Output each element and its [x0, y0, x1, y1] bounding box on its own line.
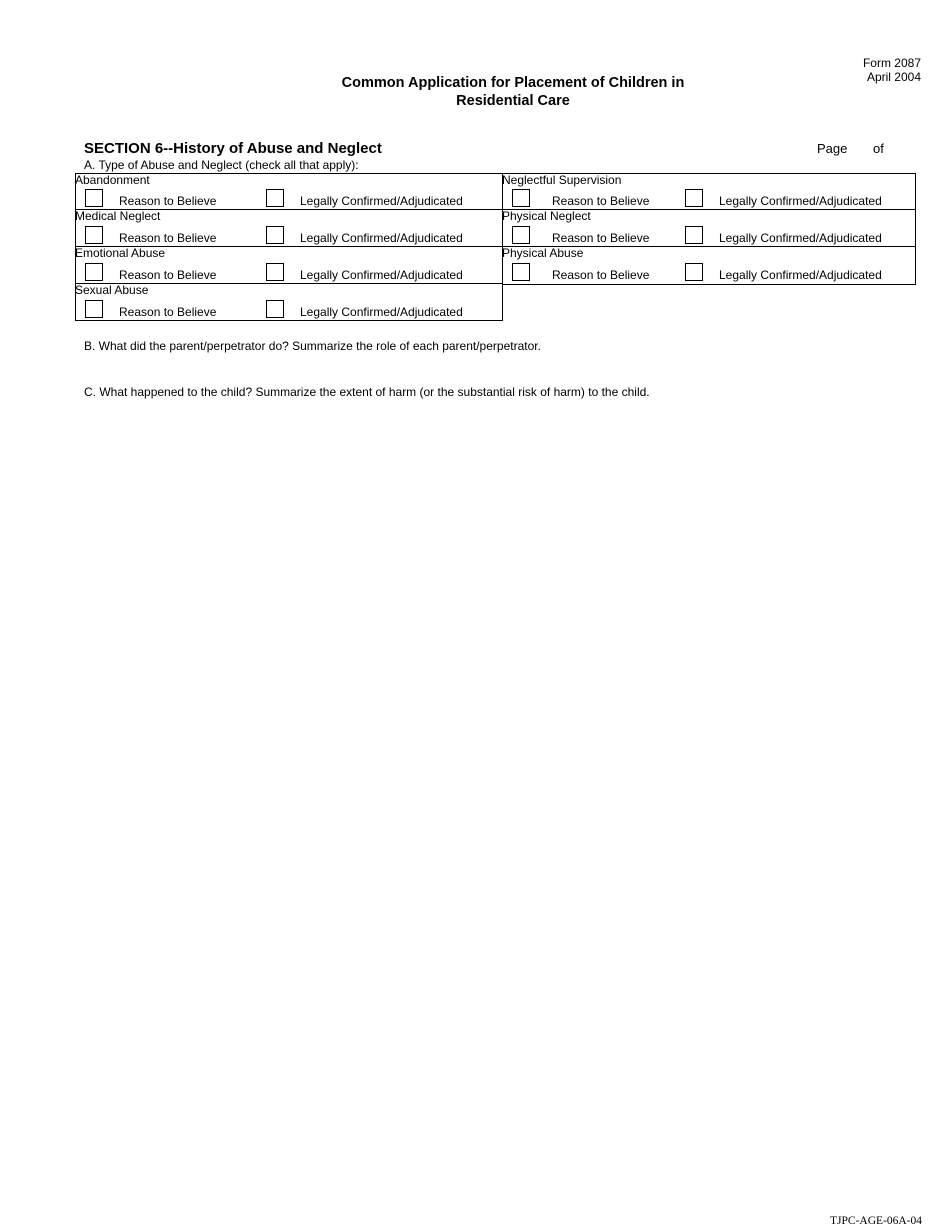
reason-to-believe-checkbox[interactable] — [85, 263, 103, 281]
abuse-type-neglectful-supervision — [502, 173, 916, 209]
legally-confirmed-checkbox[interactable] — [266, 300, 284, 318]
abuse-type-sexual-abuse — [75, 283, 503, 321]
reason-to-believe-label: Reason to Believe — [119, 231, 217, 245]
abuse-type-label: Sexual Abuse — [75, 283, 149, 297]
abuse-type-label: Physical Abuse — [502, 246, 584, 260]
section-title: SECTION 6--History of Abuse and Neglect — [84, 140, 382, 157]
part-a-prompt: A. Type of Abuse and Neglect (check all that apply): — [84, 158, 359, 172]
legally-confirmed-label: Legally Confirmed/Adjudicated — [300, 194, 463, 208]
reason-to-believe-label: Reason to Believe — [552, 231, 650, 245]
page-label: Page — [817, 141, 848, 156]
legally-confirmed-label: Legally Confirmed/Adjudicated — [300, 231, 463, 245]
reason-to-believe-checkbox[interactable] — [85, 226, 103, 244]
legally-confirmed-checkbox[interactable] — [685, 263, 703, 281]
form-number: Form 2087 — [862, 56, 921, 70]
legally-confirmed-checkbox[interactable] — [266, 189, 284, 207]
legally-confirmed-checkbox[interactable] — [685, 226, 703, 244]
reason-to-believe-checkbox[interactable] — [512, 226, 530, 244]
part-b-prompt: B. What did the parent/perpetrator do? Summarize the role of each parent/perpetrator. — [84, 339, 541, 353]
reason-to-believe-label: Reason to Believe — [552, 268, 650, 282]
legally-confirmed-label: Legally Confirmed/Adjudicated — [719, 268, 882, 282]
form-identifier — [863, 56, 921, 84]
legally-confirmed-label: Legally Confirmed/Adjudicated — [300, 268, 463, 282]
part-c-prompt: C. What happened to the child? Summarize the extent of harm (or the substantial risk of harm) to the child. — [84, 385, 650, 399]
reason-to-believe-label: Reason to Believe — [119, 305, 217, 319]
abuse-type-physical-neglect — [502, 209, 916, 246]
reason-to-believe-checkbox[interactable] — [512, 263, 530, 281]
form-title — [260, 74, 766, 110]
reason-to-believe-checkbox[interactable] — [85, 300, 103, 318]
form-title-line2: Residential Care — [456, 93, 570, 109]
legally-confirmed-checkbox[interactable] — [266, 226, 284, 244]
abuse-type-medical-neglect — [75, 209, 503, 246]
abuse-type-label: Emotional Abuse — [75, 246, 166, 260]
reason-to-believe-label: Reason to Believe — [119, 194, 217, 208]
legally-confirmed-label: Legally Confirmed/Adjudicated — [719, 231, 882, 245]
reason-to-believe-checkbox[interactable] — [85, 189, 103, 207]
abuse-type-label: Neglectful Supervision — [502, 173, 622, 187]
legally-confirmed-label: Legally Confirmed/Adjudicated — [300, 305, 463, 319]
abuse-type-label: Medical Neglect — [75, 209, 161, 223]
page-of-label: of — [873, 141, 884, 156]
reason-to-believe-label: Reason to Believe — [119, 268, 217, 282]
legally-confirmed-checkbox[interactable] — [266, 263, 284, 281]
legally-confirmed-label: Legally Confirmed/Adjudicated — [719, 194, 882, 208]
abuse-type-abandonment — [75, 173, 503, 209]
form-title-line1: Common Application for Placement of Children in — [341, 75, 685, 91]
reason-to-believe-label: Reason to Believe — [552, 194, 650, 208]
form-date: April 2004 — [866, 70, 921, 84]
reason-to-believe-checkbox[interactable] — [512, 189, 530, 207]
abuse-type-label: Physical Neglect — [502, 209, 591, 223]
abuse-type-physical-abuse — [502, 246, 916, 284]
abuse-type-emotional-abuse — [75, 246, 503, 283]
abuse-type-label: Abandonment — [75, 173, 150, 187]
form-code: TJPC-AGE-06A-04 — [830, 1215, 922, 1227]
legally-confirmed-checkbox[interactable] — [685, 189, 703, 207]
